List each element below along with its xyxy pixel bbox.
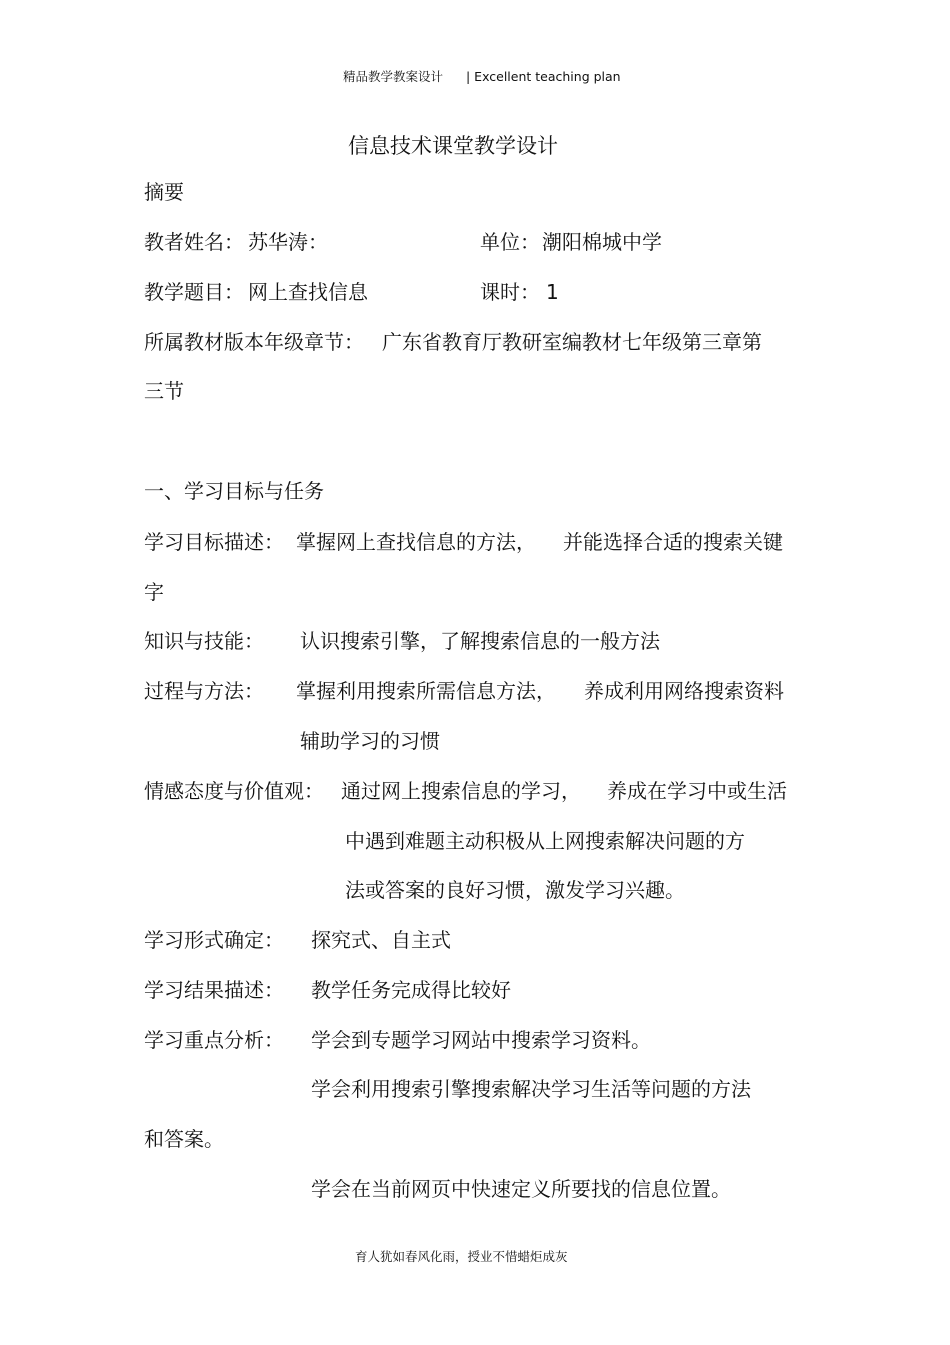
unit-label: 单位：: [480, 230, 540, 254]
unit-value: 潮阳棉城中学: [542, 230, 662, 254]
teacher-label: 教者姓名：: [144, 230, 244, 254]
focus-line1: 学会到专题学习网站中搜索学习资料。: [311, 1028, 651, 1052]
abstract-label: 摘要: [144, 180, 184, 204]
knowledge-label: 知识与技能：: [144, 629, 264, 653]
topic-label: 教学题目：: [144, 280, 244, 304]
goal-text-part2: 并能选择合适的搜索关键: [563, 530, 783, 554]
emotion-text-line2: 中遇到难题主动积极从上网搜索解决问题的方: [345, 829, 745, 853]
form-value: 探究式、自主式: [311, 928, 451, 952]
focus-line2-wrap: 和答案。: [144, 1127, 224, 1151]
section-heading: 一、学习目标与任务: [144, 479, 324, 503]
goal-text-wrap: 字: [144, 580, 164, 604]
result-value: 教学任务完成得比较好: [311, 978, 511, 1002]
goal-text-part1: 掌握网上查找信息的方法，: [296, 530, 536, 554]
focus-line3: 学会在当前网页中快速定义所要找的信息位置。: [311, 1177, 731, 1201]
emotion-text-part1: 通过网上搜索信息的学习，: [341, 779, 581, 803]
header-left: 精品教学教案设计: [343, 69, 444, 84]
emotion-label: 情感态度与价值观：: [144, 779, 324, 803]
textbook-value: 广东省教育厅教研室编教材七年级第三章第: [382, 330, 762, 354]
topic-value: 网上查找信息: [248, 280, 368, 304]
process-text-part1: 掌握利用搜索所需信息方法，: [296, 679, 556, 703]
teacher-value: 苏华涛：: [248, 230, 328, 254]
emotion-text-line3: 法或答案的良好习惯，激发学习兴趣。: [345, 878, 685, 902]
header-right: | Excellent teaching plan: [466, 69, 621, 84]
emotion-text-part2: 养成在学习中或生活: [607, 779, 787, 803]
process-text-line2: 辅助学习的习惯: [300, 729, 440, 753]
focus-line2: 学会利用搜索引擎搜索解决学习生活等问题的方法: [311, 1077, 751, 1101]
process-text-part2: 养成利用网络搜索资料: [584, 679, 784, 703]
document-title: 信息技术课堂教学设计: [348, 134, 558, 158]
knowledge-value: 认识搜索引擎，了解搜索信息的一般方法: [300, 629, 660, 653]
textbook-value-wrap: 三节: [144, 379, 184, 403]
focus-label: 学习重点分析：: [144, 1028, 284, 1052]
footer-text: 育人犹如春风化雨，授业不惜蜡炬成灰: [355, 1249, 568, 1264]
process-label: 过程与方法：: [144, 679, 264, 703]
result-label: 学习结果描述：: [144, 978, 284, 1002]
goal-label: 学习目标描述：: [144, 530, 284, 554]
period-value: 1: [546, 280, 559, 304]
textbook-label: 所属教材版本年级章节：: [144, 330, 364, 354]
period-label: 课时：: [480, 280, 540, 304]
form-label: 学习形式确定：: [144, 928, 284, 952]
